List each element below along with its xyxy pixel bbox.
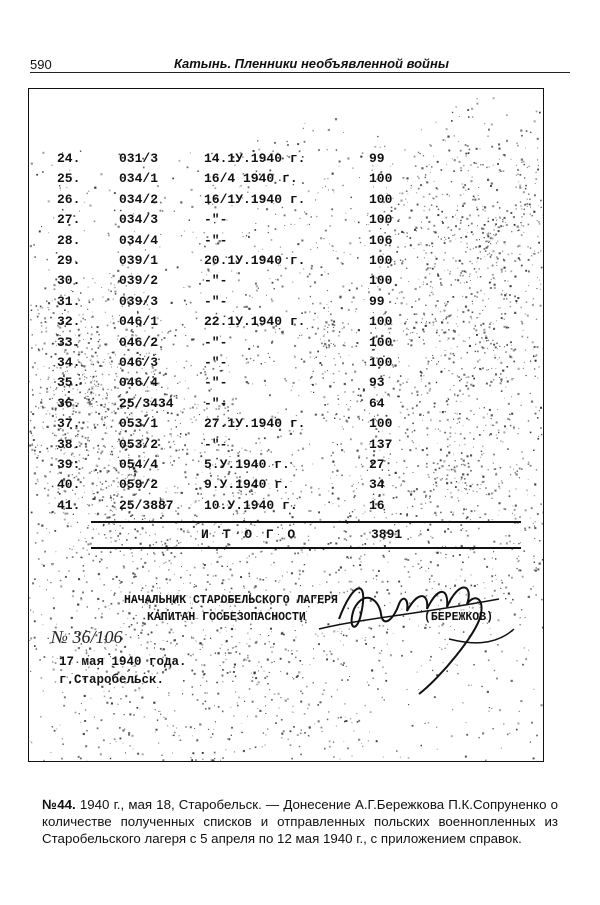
table-row xyxy=(29,498,543,518)
row-code: 046/1 xyxy=(119,314,159,330)
table-row xyxy=(29,335,543,355)
table-row xyxy=(29,396,543,416)
row-code: 034/2 xyxy=(119,191,159,207)
row-date: -"- xyxy=(204,232,228,248)
row-count: 100 xyxy=(369,416,393,432)
document-caption xyxy=(42,796,558,847)
row-index: 39. xyxy=(57,457,81,472)
table-row xyxy=(29,294,543,314)
row-code: 046/2 xyxy=(119,334,159,350)
header-rule xyxy=(30,72,570,73)
row-index: 30. xyxy=(57,273,81,289)
document-place: г.Старобельск. xyxy=(59,673,165,687)
row-code: 059/2 xyxy=(119,477,159,493)
table-row xyxy=(29,151,543,171)
row-code: 053/1 xyxy=(119,416,159,432)
row-count: 100 xyxy=(369,273,393,289)
row-date: -"- xyxy=(204,395,228,411)
handwritten-signature xyxy=(299,559,529,699)
row-index: 34. xyxy=(57,355,81,370)
table-row xyxy=(29,355,543,375)
row-code: 034/4 xyxy=(119,232,159,248)
caption-text: 1940 г., мая 18, Старобельск. — Донесение А.Г.Бережкова П.К.Сопруненко о количестве полученных списков и отправленных польских военнопленных из Старобельского лагеря с 5 апреля по 12 мая 1940 г., с приложением справок. xyxy=(42,797,559,846)
row-date: -"- xyxy=(204,436,228,452)
row-code: 039/2 xyxy=(119,273,159,289)
row-date: -"- xyxy=(204,273,228,289)
row-index: 40. xyxy=(57,477,81,493)
row-count: 99 xyxy=(369,293,385,309)
row-count: 100 xyxy=(369,253,393,268)
row-count: 106 xyxy=(369,232,393,248)
row-count: 34 xyxy=(369,477,385,493)
row-date: 27.1У.1940 г. xyxy=(204,416,306,432)
row-index: 37. xyxy=(57,416,81,432)
row-count: 64 xyxy=(369,395,385,411)
row-date: 16/1У.1940 г. xyxy=(204,191,306,207)
row-count: 100 xyxy=(369,212,393,228)
row-date: -"- xyxy=(204,212,228,228)
row-date: -"- xyxy=(204,334,228,350)
row-code: 046/3 xyxy=(119,355,159,370)
table-row xyxy=(29,253,543,273)
row-date: 16/4 1940 г. xyxy=(204,171,298,187)
row-code: 046/4 xyxy=(119,375,159,391)
row-index: 26. xyxy=(57,191,81,207)
handwritten-registration-number: № 36/106 xyxy=(51,627,123,647)
row-date: 20.1У.1940 г. xyxy=(204,253,306,268)
row-index: 25. xyxy=(57,171,81,187)
page-number: 590 xyxy=(30,57,52,72)
row-date: 22.1У.1940 г. xyxy=(204,314,306,330)
row-index: 38. xyxy=(57,436,81,452)
row-count: 99 xyxy=(369,151,385,166)
row-code: 039/3 xyxy=(119,293,159,309)
row-index: 35. xyxy=(57,375,81,391)
row-count: 16 xyxy=(369,497,385,513)
table-row xyxy=(29,375,543,395)
row-date: 10.У.1940 г. xyxy=(204,497,298,513)
table-row xyxy=(29,477,543,497)
row-count: 137 xyxy=(369,436,393,452)
row-index: 27. xyxy=(57,212,81,228)
scanned-document xyxy=(28,88,544,762)
row-code: 054/4 xyxy=(119,457,159,472)
row-index: 28. xyxy=(57,232,81,248)
signature-title-line1: НАЧАЛЬНИК СТАРОБЕЛЬСКОГО ЛАГЕРЯ xyxy=(124,594,338,607)
running-title: Катынь. Пленники необъявленной войны xyxy=(174,56,449,71)
row-date: 9.У.1940 г. xyxy=(204,477,290,493)
row-count: 93 xyxy=(369,375,385,391)
row-index: 31. xyxy=(57,293,81,309)
row-date: 5.У.1940 г. xyxy=(204,457,290,472)
signature-title-line2: КАПИТАН ГОСБЕЗОПАСНОСТИ xyxy=(147,611,306,624)
row-code: 039/1 xyxy=(119,253,159,268)
row-code: 25/3887 xyxy=(119,497,174,513)
row-count: 100 xyxy=(369,171,393,187)
table-row xyxy=(29,314,543,334)
table-row xyxy=(29,273,543,293)
total-rule-top xyxy=(91,521,521,523)
row-code: 031/3 xyxy=(119,151,159,166)
row-date: 14.1У.1940 г. xyxy=(204,151,306,166)
row-index: 29. xyxy=(57,253,81,268)
table-row xyxy=(29,437,543,457)
row-count: 100 xyxy=(369,334,393,350)
table-row xyxy=(29,192,543,212)
total-label: И Т О Г О xyxy=(201,527,299,542)
table-row xyxy=(29,457,543,477)
row-code: 034/3 xyxy=(119,212,159,228)
table-row xyxy=(29,233,543,253)
row-index: 36. xyxy=(57,395,81,411)
row-date: -"- xyxy=(204,355,228,370)
row-index: 32. xyxy=(57,314,81,330)
total-value: 3891 xyxy=(371,527,403,542)
document-date: 17 мая 1940 года. xyxy=(59,655,187,669)
row-index: 24. xyxy=(57,151,81,166)
row-index: 41. xyxy=(57,497,81,513)
signatory-name: (БЕРЕЖКОВ) xyxy=(424,611,494,624)
row-count: 100 xyxy=(369,191,393,207)
row-index: 33. xyxy=(57,334,81,350)
document-number: №44. xyxy=(42,797,76,812)
row-code: 053/2 xyxy=(119,436,159,452)
table-row xyxy=(29,416,543,436)
row-count: 100 xyxy=(369,355,393,370)
row-date: -"- xyxy=(204,375,228,391)
table-row xyxy=(29,171,543,191)
row-count: 100 xyxy=(369,314,393,330)
row-count: 27 xyxy=(369,457,385,472)
row-date: -"- xyxy=(204,293,228,309)
table-row xyxy=(29,212,543,232)
row-code: 034/1 xyxy=(119,171,159,187)
total-rule-bottom xyxy=(91,547,521,549)
row-code: 25/3434 xyxy=(119,395,174,411)
